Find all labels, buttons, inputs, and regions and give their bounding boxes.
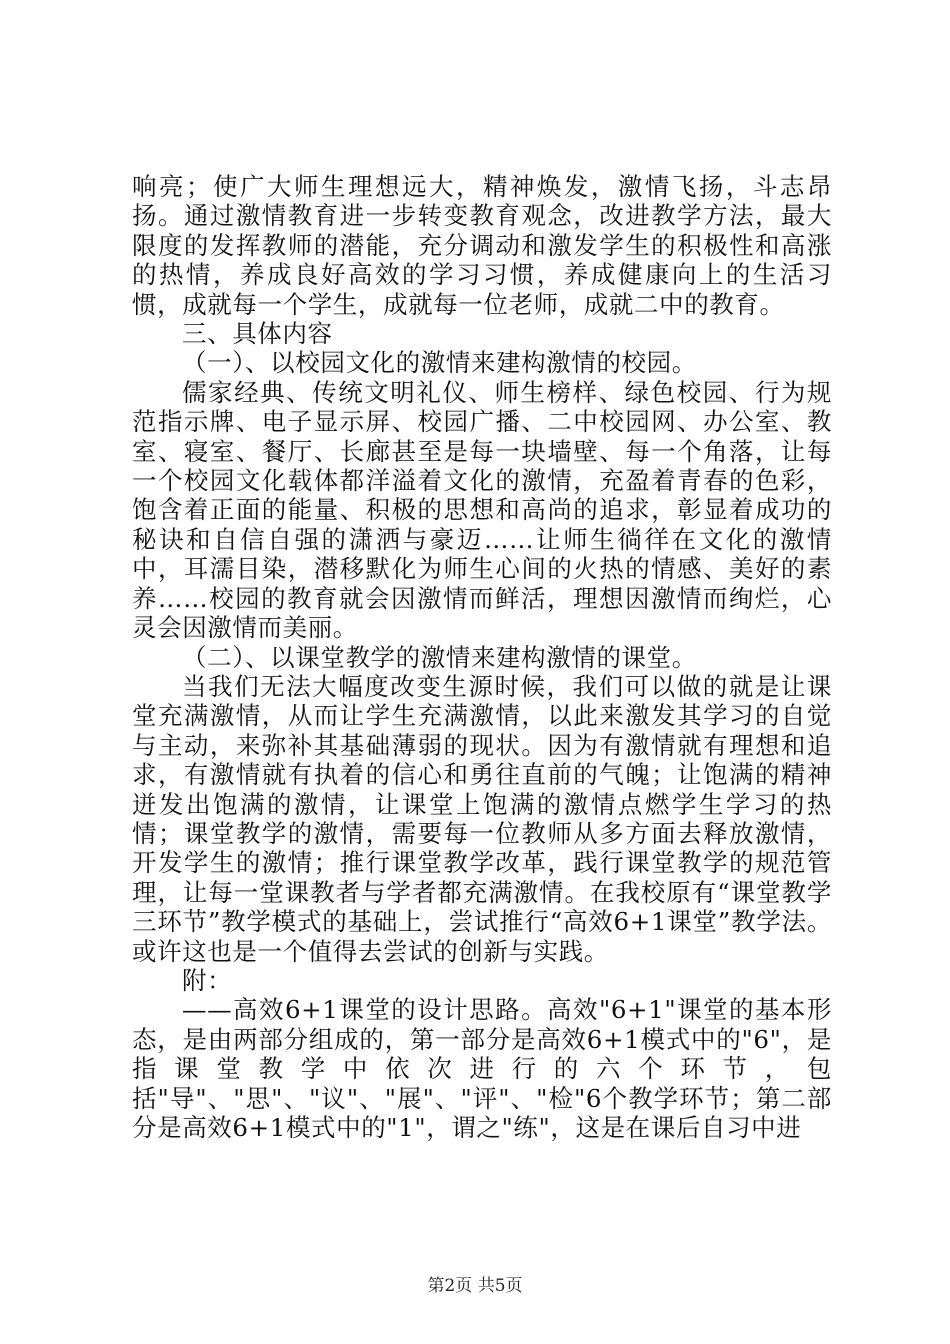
paragraph-classroom-teaching: 当我们无法大幅度改变生源时候，我们可以做的就是让课堂充满激情，从而让学生充满激情，以此来激发其学习的自觉与主动，来弥补其基础薄弱的现状。因为有激情就有理想和追求，有激情就有执着的信心和勇往直前的气魄；让饱满的精神迸发出饱满的激情，让课堂上饱满的激情点燃学生学习的热情；课堂教学的激情，需要每一位教师从多方面去释放激情，开发学生的激情；推行课堂教学改革，践行课堂教学的规范管理，让每一堂课教者与学者都充满激情。在我校原有“课堂教学三环节”教学模式的基础上，尝试推行“高效6+1课堂”教学法。或许这也是一个值得去尝试的创新与实践。 — [132, 671, 832, 966]
section-heading-specific-content: 三、具体内容 — [182, 319, 333, 349]
paragraph-campus-culture: 儒家经典、传统文明礼仪、师生榜样、绿色校园、行为规范指示牌、电子显示屏、校园广播、二中校园网、办公室、教室、寝室、餐厅、长廊甚至是每一块墙壁、每一个角落，让每一个校园文化载体都洋溢着文化的激情，充盈着青春的色彩，饱含着正面的能量、积极的思想和高尚的追求，彰显着成功的秘诀和自信自强的潇洒与豪迈……让师生徜徉在文化的激情中，耳濡目染，潜移默化为师生心间的火热的情感、美好的素养……校园的教育就会因激情而鲜活，理想因激情而绚烂，心灵会因激情而美丽。 — [132, 377, 832, 643]
subsection-heading-campus-culture: （一）、以校园文化的激情来建构激情的校园。 — [182, 348, 697, 378]
paragraph-intro-continued: 响亮；使广大师生理想远大，精神焕发，激情飞扬，斗志昂扬。通过激情教育进一步转变教育观念，改进教学方法，最大限度的发挥教师的潜能，充分调动和激发学生的积极性和高涨的热情，养成良好高效的学习习惯，养成健康向上的生活习惯，成就每一个学生，成就每一位老师，成就二中的教育。 — [132, 172, 832, 319]
appendix-label: 附： — [182, 965, 233, 995]
document-body — [132, 172, 832, 1142]
paragraph-appendix-design: ——高效6+1课堂的设计思路。高效"6+1"课堂的基本形态，是由两部分组成的，第一部分是高效6+1模式中的"6"，是指课堂教学中依次进行的六个环节，包括"导"、"思"、"议"、"展"、"评"、"检"6个教学环节；第二部分是高效6+1模式中的"1"，谓之"练"，这是在课后自习中进 — [132, 995, 832, 1142]
subsection-heading-classroom-teaching: （二）、以课堂教学的激情来建构激情的课堂。 — [182, 642, 697, 672]
page-footer: 第2页 共5页 — [427, 1276, 523, 1296]
